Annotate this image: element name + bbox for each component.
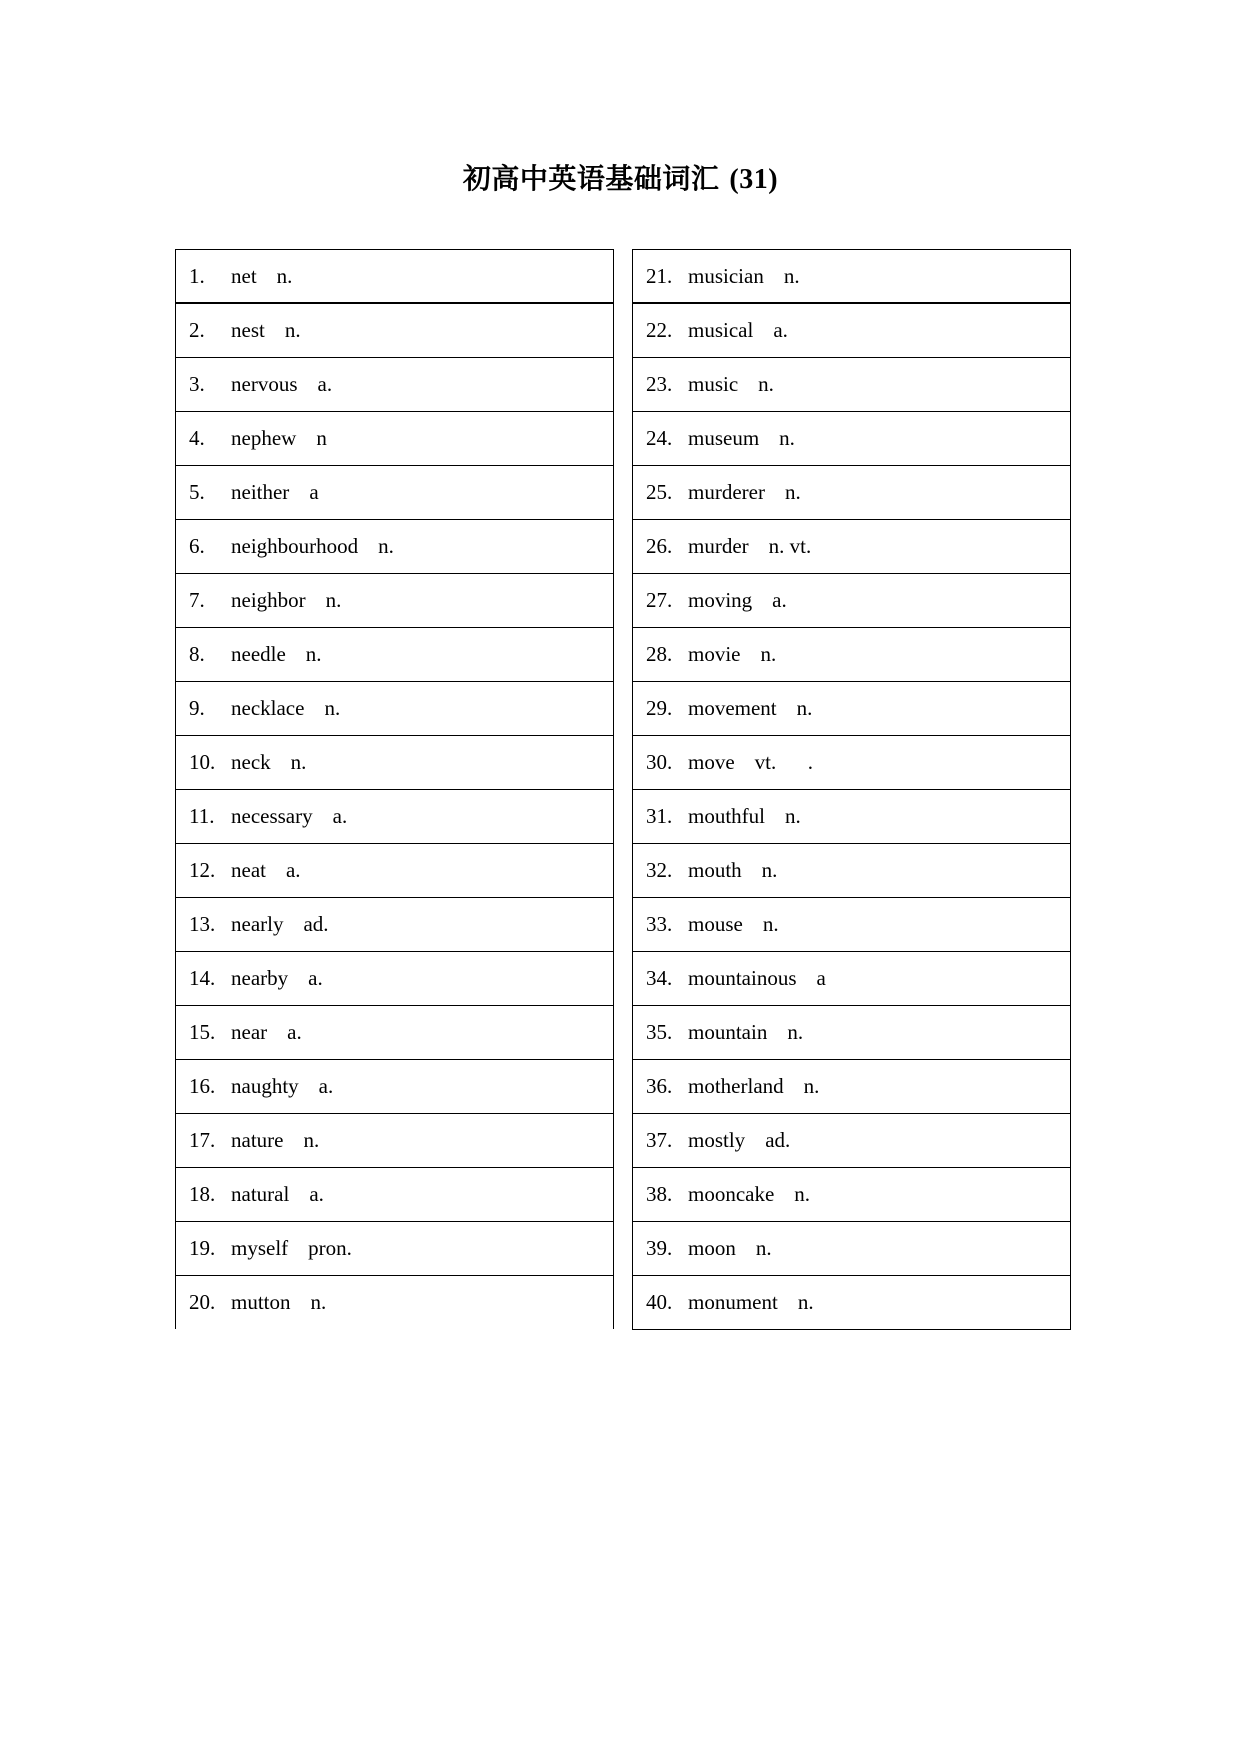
vocab-part-of-speech: a. bbox=[772, 588, 787, 612]
vocab-word: murder bbox=[688, 534, 749, 558]
vocab-number: 31. bbox=[646, 804, 673, 828]
vocab-word: naughty bbox=[231, 1074, 299, 1098]
vocab-number: 40. bbox=[646, 1290, 673, 1314]
vocab-number: 7. bbox=[189, 588, 205, 612]
vocab-word: museum bbox=[688, 426, 760, 450]
vocab-word: nephew bbox=[231, 426, 297, 450]
vocab-number: 10. bbox=[189, 750, 216, 774]
vocab-part-of-speech: n. bbox=[276, 263, 293, 288]
vocab-row bbox=[633, 358, 1070, 412]
vocab-word: mouthful bbox=[688, 804, 765, 828]
vocab-number: 27. bbox=[646, 588, 673, 612]
vocab-part-of-speech: n. bbox=[796, 696, 813, 720]
vocab-number: 28. bbox=[646, 642, 673, 666]
vocab-number: 3. bbox=[189, 372, 205, 396]
vocab-part-of-speech: n. bbox=[787, 1020, 804, 1044]
vocab-part-of-speech: n. bbox=[284, 318, 301, 342]
vocab-row bbox=[176, 1060, 613, 1114]
vocab-word: music bbox=[688, 372, 739, 396]
vocab-number: 13. bbox=[189, 912, 216, 936]
vocab-number: 33. bbox=[646, 912, 673, 936]
vocab-word: mountain bbox=[688, 1020, 768, 1044]
vocab-row bbox=[176, 1006, 613, 1060]
vocab-number: 6. bbox=[189, 534, 205, 558]
vocab-row bbox=[176, 1114, 613, 1168]
vocab-number: 38. bbox=[646, 1182, 673, 1206]
vocab-row bbox=[176, 898, 613, 952]
vocab-part-of-speech: a. bbox=[332, 804, 348, 828]
title-text: 初高中英语基础词汇 bbox=[462, 164, 720, 195]
vocab-row bbox=[176, 682, 613, 736]
vocab-part-of-speech: a bbox=[309, 480, 319, 504]
vocab-row bbox=[176, 358, 613, 412]
vocab-row bbox=[633, 1114, 1070, 1168]
vocab-part-of-speech: a. bbox=[287, 1020, 302, 1044]
vocab-row bbox=[633, 412, 1070, 466]
vocab-number: 32. bbox=[646, 858, 673, 882]
vocab-number: 4. bbox=[189, 426, 205, 450]
vocab-row bbox=[176, 1168, 613, 1222]
vocab-row bbox=[176, 466, 613, 520]
vocab-word: nervous bbox=[231, 372, 298, 396]
vocab-word: nearby bbox=[231, 966, 289, 990]
vocab-word: mouth bbox=[688, 858, 742, 882]
vocab-word: near bbox=[231, 1020, 268, 1044]
vocab-row bbox=[633, 898, 1070, 952]
vocab-part-of-speech: n. bbox=[305, 642, 322, 666]
vocab-word: neighbourhood bbox=[231, 534, 359, 558]
vocab-row bbox=[176, 628, 613, 682]
vocab-part-of-speech: a. bbox=[308, 966, 323, 990]
vocab-number: 23. bbox=[646, 372, 673, 396]
vocab-row bbox=[633, 1276, 1070, 1329]
vocab-word: musician bbox=[688, 263, 764, 288]
vocab-word: murderer bbox=[688, 480, 765, 504]
vocab-number: 34. bbox=[646, 966, 673, 990]
vocab-row bbox=[176, 1222, 613, 1276]
vocab-number: 8. bbox=[189, 642, 205, 666]
vocab-row bbox=[633, 574, 1070, 628]
vocab-word: neat bbox=[231, 858, 266, 882]
vocabulary-list-left bbox=[175, 249, 614, 1329]
vocab-part-of-speech: pron. bbox=[308, 1236, 352, 1260]
vocab-word: nature bbox=[231, 1128, 284, 1152]
vocab-word: mountainous bbox=[688, 966, 797, 990]
vocab-part-of-speech: n. bbox=[762, 912, 779, 936]
vocab-row bbox=[633, 250, 1070, 304]
vocab-number: 15. bbox=[189, 1020, 216, 1044]
vocab-number: 1. bbox=[189, 263, 205, 288]
vocab-number: 35. bbox=[646, 1020, 673, 1044]
vocab-part-of-speech: n. bbox=[290, 750, 307, 774]
title-number: (31) bbox=[729, 164, 779, 195]
vocab-word: neither bbox=[231, 480, 290, 504]
vocab-word: net bbox=[231, 263, 257, 288]
vocab-row bbox=[633, 466, 1070, 520]
vocab-number: 19. bbox=[189, 1236, 216, 1260]
vocab-number: 14. bbox=[189, 966, 216, 990]
vocab-part-of-speech: n. bbox=[784, 480, 801, 504]
vocab-row bbox=[633, 1060, 1070, 1114]
vocab-part-of-speech: n. bbox=[758, 372, 774, 396]
vocab-word: mouse bbox=[688, 912, 743, 936]
vocab-part-of-speech: n. bbox=[303, 1128, 320, 1152]
vocab-word: nearly bbox=[231, 912, 284, 936]
vocab-number: 5. bbox=[189, 480, 205, 504]
vocab-part-of-speech: n. bbox=[785, 804, 801, 828]
vocab-part-of-speech: n. bbox=[794, 1182, 811, 1206]
vocab-word: movement bbox=[688, 696, 777, 720]
vocab-number: 2. bbox=[189, 318, 205, 342]
vocab-row bbox=[633, 1006, 1070, 1060]
vocab-word: moving bbox=[688, 588, 753, 612]
vocab-part-of-speech: n. bbox=[761, 858, 778, 882]
vocab-number: 37. bbox=[646, 1128, 673, 1152]
vocab-number: 16. bbox=[189, 1074, 216, 1098]
vocab-part-of-speech: n. bbox=[783, 263, 800, 288]
vocab-number: 11. bbox=[189, 804, 215, 828]
vocab-row bbox=[633, 736, 1070, 790]
vocab-word: mooncake bbox=[688, 1182, 775, 1206]
vocab-word: mutton bbox=[231, 1290, 291, 1314]
vocab-part-of-speech: vt. . bbox=[754, 750, 813, 774]
vocab-row bbox=[176, 304, 613, 358]
vocab-row bbox=[633, 304, 1070, 358]
vocab-number: 25. bbox=[646, 480, 673, 504]
vocab-word: myself bbox=[231, 1236, 289, 1260]
vocab-row bbox=[176, 412, 613, 466]
vocab-part-of-speech: a bbox=[816, 966, 826, 990]
vocab-row bbox=[176, 574, 613, 628]
vocab-number: 12. bbox=[189, 858, 216, 882]
vocab-part-of-speech: n. bbox=[803, 1074, 820, 1098]
vocab-row bbox=[633, 628, 1070, 682]
vocab-word: monument bbox=[688, 1290, 778, 1314]
vocab-row bbox=[633, 682, 1070, 736]
vocab-part-of-speech: n. vt. bbox=[768, 534, 812, 558]
vocab-part-of-speech: a. bbox=[773, 318, 788, 342]
vocab-part-of-speech: a. bbox=[318, 1074, 334, 1098]
vocab-part-of-speech: ad. bbox=[765, 1128, 791, 1152]
vocab-word: mostly bbox=[688, 1128, 746, 1152]
vocab-word: necessary bbox=[231, 804, 313, 828]
vocab-number: 39. bbox=[646, 1236, 673, 1260]
vocab-row bbox=[633, 844, 1070, 898]
vocab-word: necklace bbox=[231, 696, 305, 720]
vocab-part-of-speech: n. bbox=[797, 1290, 814, 1314]
vocab-row bbox=[176, 952, 613, 1006]
vocab-part-of-speech: n. bbox=[760, 642, 777, 666]
page-title bbox=[0, 160, 1241, 200]
vocab-word: motherland bbox=[688, 1074, 784, 1098]
vocab-word: move bbox=[688, 750, 735, 774]
vocab-row bbox=[176, 250, 613, 304]
vocab-part-of-speech: n bbox=[316, 426, 327, 450]
vocab-part-of-speech: n. bbox=[325, 588, 342, 612]
vocab-part-of-speech: a. bbox=[317, 372, 333, 396]
vocab-word: movie bbox=[688, 642, 741, 666]
vocab-row bbox=[633, 1222, 1070, 1276]
vocab-number: 20. bbox=[189, 1290, 216, 1314]
vocab-row bbox=[633, 1168, 1070, 1222]
vocab-word: moon bbox=[688, 1236, 736, 1260]
vocab-row bbox=[633, 952, 1070, 1006]
vocab-row bbox=[176, 736, 613, 790]
vocab-row bbox=[176, 1276, 613, 1329]
vocab-number: 30. bbox=[646, 750, 673, 774]
vocab-part-of-speech: n. bbox=[378, 534, 394, 558]
vocab-number: 24. bbox=[646, 426, 673, 450]
vocab-row bbox=[176, 790, 613, 844]
vocab-number: 29. bbox=[646, 696, 673, 720]
vocab-number: 21. bbox=[646, 263, 673, 288]
vocab-word: neighbor bbox=[231, 588, 306, 612]
vocab-word: neck bbox=[231, 750, 271, 774]
vocab-part-of-speech: n. bbox=[310, 1290, 327, 1314]
vocab-number: 17. bbox=[189, 1128, 216, 1152]
vocab-number: 22. bbox=[646, 318, 673, 342]
vocab-row bbox=[176, 520, 613, 574]
vocab-part-of-speech: a. bbox=[285, 858, 301, 882]
vocab-part-of-speech: n. bbox=[324, 696, 341, 720]
vocab-part-of-speech: ad. bbox=[303, 912, 329, 936]
vocab-word: musical bbox=[688, 318, 754, 342]
vocab-part-of-speech: n. bbox=[779, 426, 795, 450]
vocab-part-of-speech: a. bbox=[309, 1182, 324, 1206]
vocab-row bbox=[176, 844, 613, 898]
vocab-word: needle bbox=[231, 642, 286, 666]
vocab-row bbox=[633, 520, 1070, 574]
vocab-word: nest bbox=[231, 318, 265, 342]
vocab-word: natural bbox=[231, 1182, 290, 1206]
vocabulary-list-right bbox=[632, 249, 1071, 1330]
vocab-part-of-speech: n. bbox=[755, 1236, 772, 1260]
vocab-row bbox=[633, 790, 1070, 844]
vocab-number: 26. bbox=[646, 534, 673, 558]
vocab-number: 36. bbox=[646, 1074, 673, 1098]
vocab-number: 9. bbox=[189, 696, 205, 720]
vocab-number: 18. bbox=[189, 1182, 216, 1206]
